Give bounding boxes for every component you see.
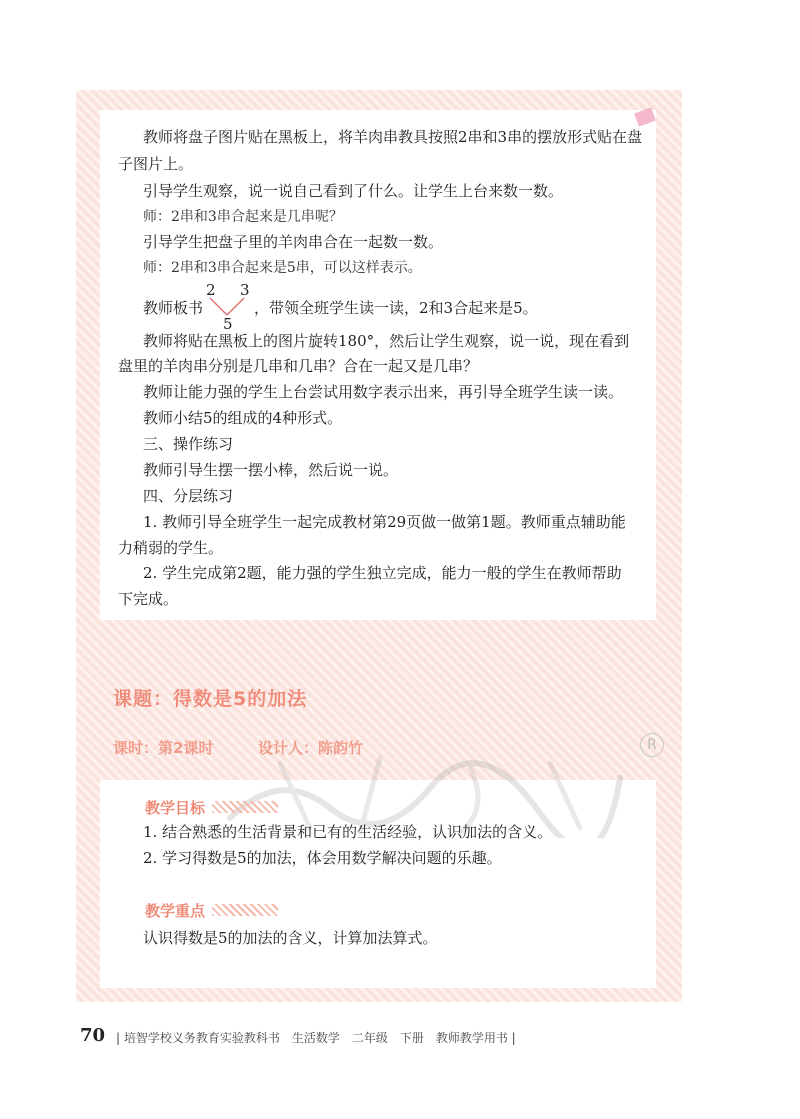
text-line: ，带领全班学生读一读，2和3合起来是5。 xyxy=(254,299,538,317)
text-line: 引导学生把盘子里的羊肉串合在一起数一数。 xyxy=(143,233,444,251)
decomposition-right: 3 xyxy=(240,281,250,299)
heading-stripe xyxy=(212,904,278,916)
text-line: 盘里的羊肉串分别是几串和几串？合在一起又是几串？ xyxy=(118,357,479,375)
text-line: 1. 教师引导全班学生一起完成教材第29页做一做第1题。教师重点辅助能 xyxy=(143,513,626,531)
section-heading: 四、分层练习 xyxy=(143,487,234,505)
goal-item: 1. 结合熟悉的生活背景和已有的生活经验，认识加法的含义。 xyxy=(143,823,553,841)
heading-stripe xyxy=(212,801,278,813)
text-line: 教师引导生摆一摆小棒，然后说一说。 xyxy=(143,461,399,479)
text-line: 下完成。 xyxy=(118,590,179,608)
text-line: 力稍弱的学生。 xyxy=(118,539,224,557)
text-line: 引导学生观察，说一说自己看到了什么。让学生上台来数一数。 xyxy=(143,182,564,200)
decomposition-total: 5 xyxy=(223,315,233,333)
text-line: 教师让能力强的学生上台尝试用数字表示出来，再引导全班学生读一读。 xyxy=(143,383,624,401)
lesson-title: 课题：得数是5的加法 xyxy=(113,688,308,710)
text-line: 教师小结5的组成的4种形式。 xyxy=(143,409,343,427)
goal-item: 2. 学习得数是5的加法，体会用数学解决问题的乐趣。 xyxy=(143,849,502,867)
text-line: 子图片上。 xyxy=(118,155,194,173)
book-title: | 培智学校义务教育实验教科书 生活数学 二年级 下册 教师教学用书 | xyxy=(116,1031,516,1045)
section-heading: 三、操作练习 xyxy=(143,435,234,453)
registered-mark-icon: R xyxy=(640,733,664,757)
text-line: 师：2串和3串合起来是5串，可以这样表示。 xyxy=(143,260,422,276)
goals-heading: 教学目标 xyxy=(145,799,206,817)
text-line: 师：2串和3串合起来是几串呢？ xyxy=(143,209,343,225)
focus-text: 认识得数是5的加法的含义，计算加法算式。 xyxy=(143,929,438,947)
decomposition-left: 2 xyxy=(206,281,216,299)
text-line: 教师将贴在黑板上的图片旋转180°，然后让学生观察，说一说，现在看到 xyxy=(143,332,630,350)
lesson-period: 课时：第2课时 xyxy=(113,739,214,757)
text-line: 教师将盘子图片贴在黑板上，将羊肉串教具按照2串和3串的摆放形式贴在盘 xyxy=(143,128,643,146)
focus-heading: 教学重点 xyxy=(145,902,206,920)
lesson-designer: 设计人：陈韵竹 xyxy=(258,739,364,757)
page-number: 70 xyxy=(80,1025,106,1046)
text-line: 教师板书 xyxy=(143,299,204,317)
text-line: 2. 学生完成第2题，能力强的学生独立完成，能力一般的学生在教师帮助 xyxy=(143,564,622,582)
